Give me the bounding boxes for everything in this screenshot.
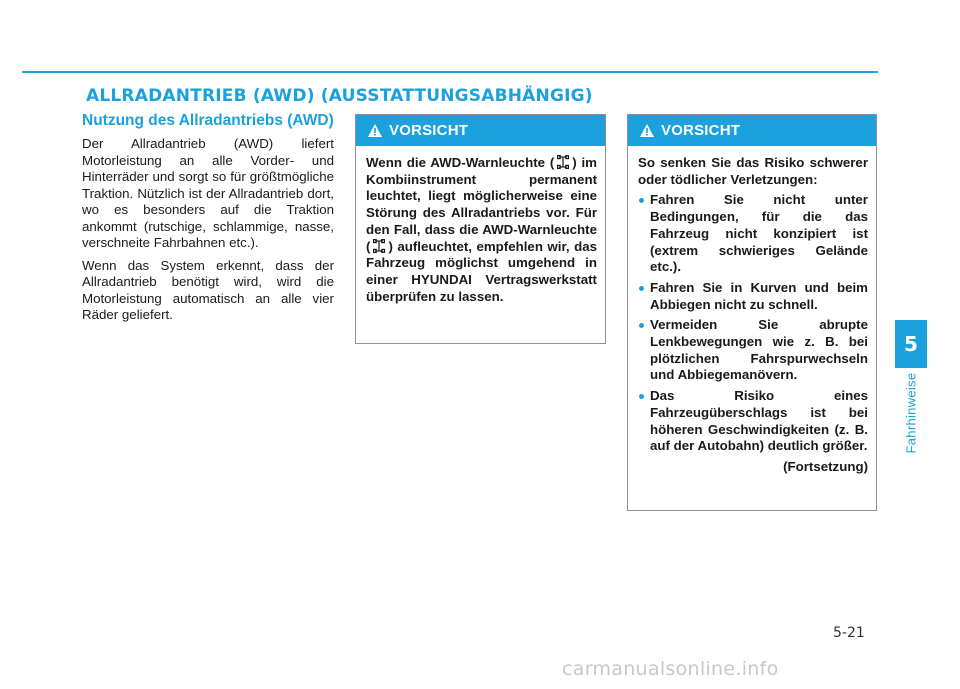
bullet-item <box>638 317 868 384</box>
caution-text-part: ) im Kombiinstrument permanent leuchtet, liegt möglicherweise eine Störung des Allradantriebs vor. Für den Fall, dass die AWD-Warnleuchte ( <box>366 155 597 254</box>
page-number: 5-21 <box>833 625 865 641</box>
continued-note: (Fortsetzung) <box>783 458 868 474</box>
caution-text <box>366 155 597 305</box>
caution-box-rollover <box>627 114 877 511</box>
paragraph-1: Der Allradantrieb (AWD) liefert Motorleistung an alle Vorder- und Hinterräder und sorgt so für größtmögliche Traktion. Nützlich ist der Allradantrieb dort, wo es besonders auf die Traktion ankommt (rutschige, schlammige, nasse, verschneite Fahrbahnen etc.). <box>82 136 334 250</box>
body-text <box>82 136 334 324</box>
caution-box-awd-light <box>355 114 606 344</box>
caution-header-label: VORSICHT <box>661 122 741 139</box>
bullet-text: Fahren Sie nicht unter Bedingungen, für die das Fahrzeug nicht konzipiert ist (extrem schwieriges Gelände etc.). <box>650 192 868 275</box>
paragraph-2: Wenn das System erkennt, dass der Allradantrieb benötigt wird, wird die Motorleistung automatisch an alle vier Räder geliefert. <box>82 257 334 322</box>
caution-bullet-list <box>638 192 868 455</box>
caution-intro: So senken Sie das Risiko schwerer oder tödlicher Verletzungen: <box>638 155 868 187</box>
awd-warning-icon <box>373 239 385 253</box>
bullet-item <box>638 388 868 455</box>
chapter-label: Fahrhinweise <box>903 372 919 454</box>
watermark[interactable]: carmanualsonline.info <box>562 658 779 680</box>
awd-warning-icon <box>557 155 569 169</box>
bullet-dot-icon <box>639 198 644 203</box>
bullet-dot-icon <box>639 286 644 291</box>
bullet-dot-icon <box>639 323 644 328</box>
section-title: ALLRADANTRIEB (AWD) (AUSSTATTUNGSABHÄNGIG) <box>86 86 593 106</box>
top-rule <box>22 71 878 73</box>
warning-triangle-icon <box>367 123 383 138</box>
bullet-text: Das Risiko eines Fahrzeugüberschlags ist bei höheren Geschwindigkeiten (z. B. auf der Autobahn) deutlich größer. <box>650 388 868 454</box>
caution-header <box>356 115 605 146</box>
subheading: Nutzung des Allradantriebs (AWD) <box>82 112 334 129</box>
bullet-text: Vermeiden Sie abrupte Lenkbewegungen wie z. B. bei plötzlichen Fahrspurwechseln und Abbiegemanövern. <box>650 317 868 383</box>
caution-body <box>356 146 605 313</box>
caution-text-part: Wenn die AWD-Warnleuchte ( <box>366 155 555 170</box>
caution-header-label: VORSICHT <box>389 122 469 139</box>
caution-body <box>628 146 876 484</box>
bullet-text: Fahren Sie in Kurven und beim Abbiegen nicht zu schnell. <box>650 279 868 312</box>
caution-text-part: ) aufleuchtet, empfehlen wir, das Fahrzeug möglichst umgehend in einer HYUNDAI Vertragswerkstatt überprüfen zu lassen. <box>366 238 597 304</box>
bullet-item <box>638 192 868 276</box>
warning-triangle-icon <box>639 123 655 138</box>
bullet-item <box>638 280 868 313</box>
bullet-dot-icon <box>639 394 644 399</box>
left-column <box>82 112 334 330</box>
chapter-number-tab: 5 <box>895 320 927 368</box>
caution-header <box>628 115 876 146</box>
